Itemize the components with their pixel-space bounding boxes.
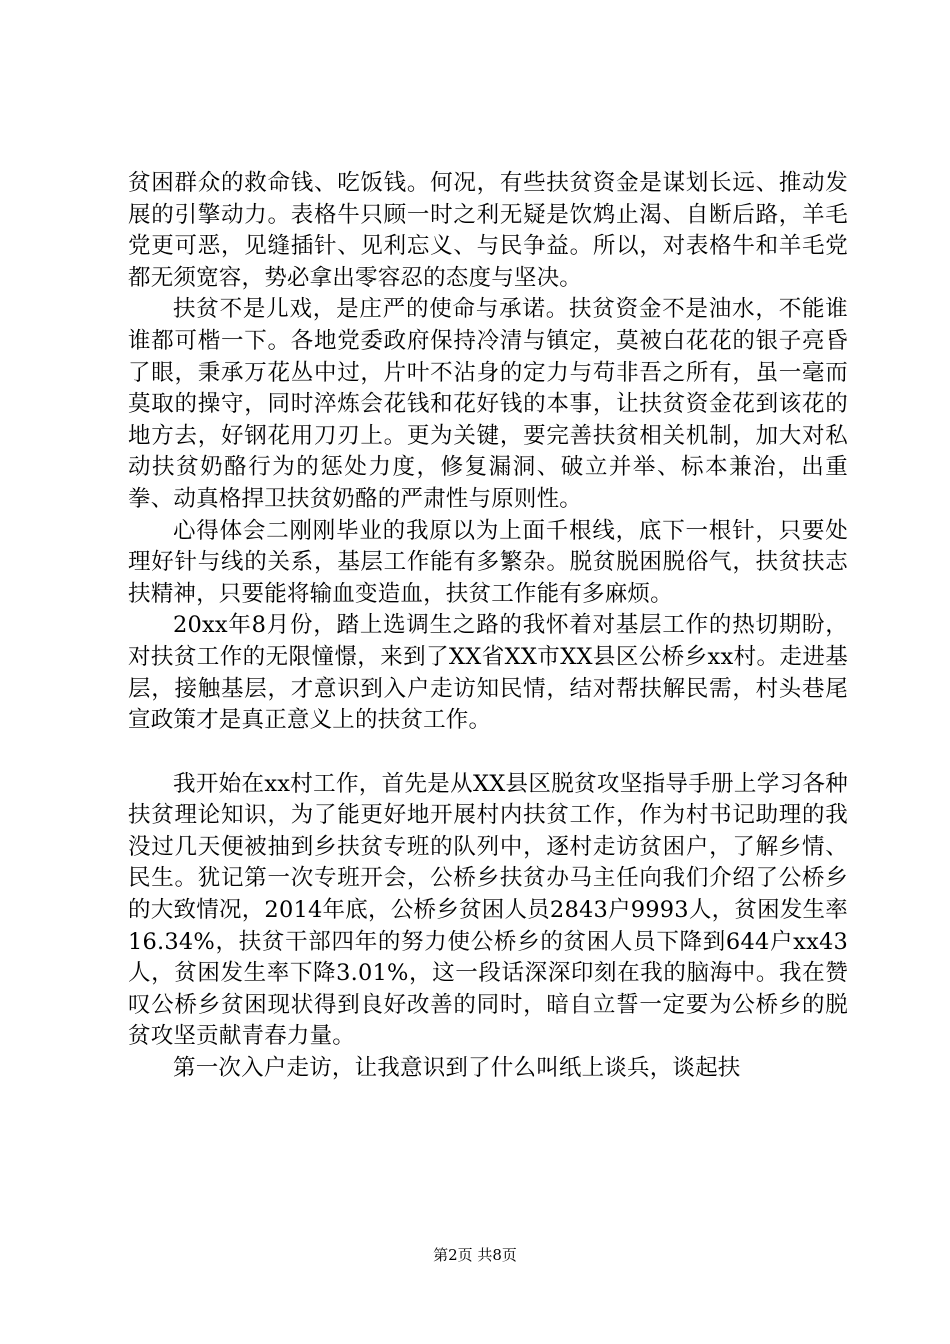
- document-body: [128, 168, 848, 1085]
- paragraph-continuation: 贫困群众的救命钱、吃饭钱。何况，有些扶贫资金是谋划长远、推动发展的引擎动力。表格牛只顾一时之利无疑是饮鸩止渴、自断后路，羊毛党更可恶，见缝插针、见利忘义、与民争益。所以，对表格牛和羊毛党都无须宽容，势必拿出零容忍的态度与坚决。: [128, 170, 848, 291]
- paragraph: 心得体会二刚刚毕业的我原以为上面千根线，底下一根针，只要处理好针与线的关系，基层工作能有多繁杂。脱贫脱困脱俗气，扶贫扶志扶精神，只要能将输血变造血，扶贫工作能有多麻烦。: [128, 517, 848, 607]
- paragraph: 扶贫不是儿戏，是庄严的使命与承诺。扶贫资金不是油水，不能谁谁都可楷一下。各地党委政府保持冷清与镇定，莫被白花花的银子亮昏了眼，秉承万花丛中过，片叶不沾身的定力与苟非吾之所有，虽一毫而莫取的操守，同时淬炼会花钱和花好钱的本事，让扶贫资金花到该花的地方去，好钢花用刀刃上。更为关键，要完善扶贫相关机制，加大对私动扶贫奶酪行为的惩处力度，修复漏洞、破立并举、标本兼治，出重拳、动真格捍卫扶贫奶酪的严肃性与原则性。: [128, 296, 848, 512]
- paragraph: 我开始在xx村工作，首先是从XX县区脱贫攻坚指导手册上学习各种扶贫理论知识，为了能更好地开展村内扶贫工作，作为村书记助理的我没过几天便被抽到乡扶贫专班的队列中，逐村走访贫困户，了解乡情、民生。犹记第一次专班开会，公桥乡扶贫办马主任向我们介绍了公桥乡的大致情况，2014年底，公桥乡贫困人员2843户9993人，贫困发生率16.34%，扶贫干部四年的努力使公桥乡的贫困人员下降到644户xx43人，贫困发生率下降3.01%，这一段话深深印刻在我的脑海中。我在赞叹公桥乡贫困现状得到良好改善的同时，暗自立誓一定要为公桥乡的脱贫攻坚贡献青春力量。: [128, 770, 848, 1050]
- paragraph: 第一次入户走访，让我意识到了什么叫纸上谈兵，谈起扶: [173, 1055, 741, 1082]
- paragraph: 20xx年8月份，踏上选调生之路的我怀着对基层工作的热切期盼，对扶贫工作的无限憧憬，来到了XX省XX市XX县区公桥乡xx村。走进基层，接触基层，才意识到入户走访知民情，结对帮扶解民需，村头巷尾宣政策才是真正意义上的扶贫工作。: [128, 612, 848, 734]
- page-number-footer: 第2页 共8页: [433, 1246, 517, 1264]
